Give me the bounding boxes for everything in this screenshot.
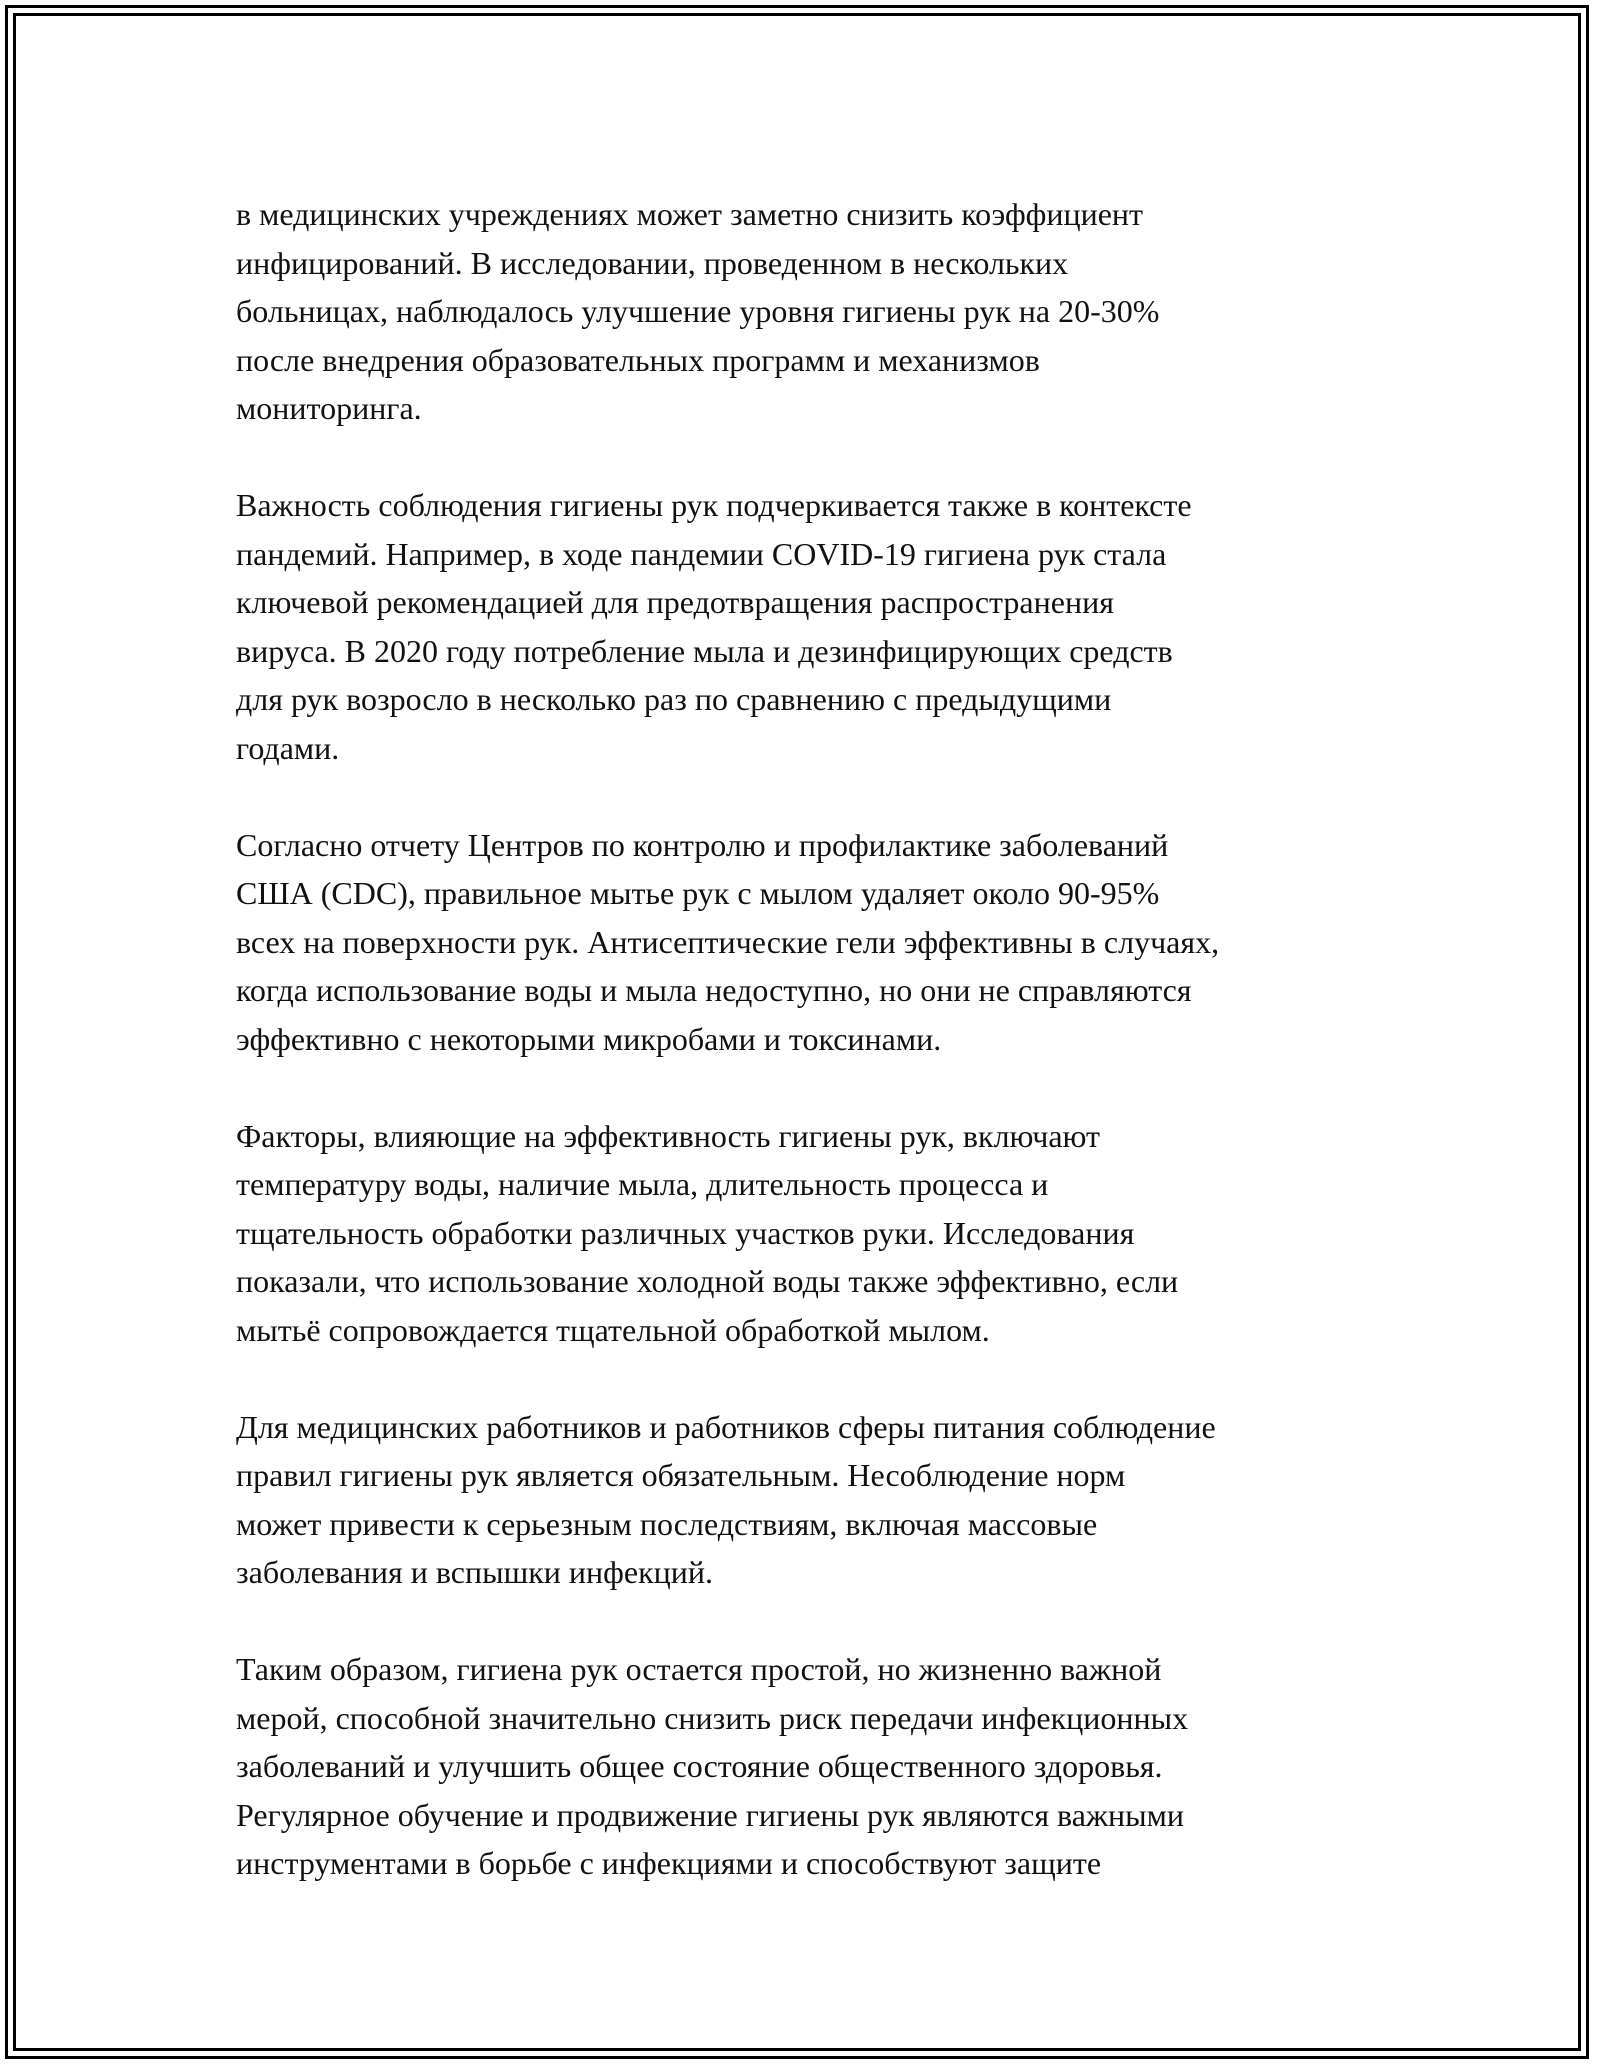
text-line: правил гигиены рук является обязательным. Несоблюдение норм [236, 1457, 1126, 1493]
text-line: Регулярное обучение и продвижение гигиены рук являются важными [236, 1796, 1185, 1833]
text-line: после внедрения образовательных программ и механизмов [236, 341, 1040, 378]
paragraph [236, 1112, 1396, 1355]
text-line: Для медицинских работников и работников сферы питания соблюдение [236, 1408, 1216, 1445]
text-line: для рук возросло в несколько раз по сравнению с предыдущими [236, 681, 1112, 717]
text-line: мерой, способной значительно снизить риск передачи инфекционных [236, 1699, 1189, 1736]
text-line: пандемий. Например, в ходе пандемии COVID-19 гигиена рук стала [236, 535, 1167, 572]
document-body [236, 190, 1396, 1888]
text-line: может привести к серьезным последствиям, включая массовые [236, 1505, 1098, 1542]
text-line: Таким образом, гигиена рук остается простой, но жизненно важной [236, 1651, 1162, 1687]
paragraph [236, 1645, 1396, 1888]
paragraph [236, 821, 1396, 1064]
text-line: вируса. В 2020 году потребление мыла и дезинфицирующих средств [236, 632, 1173, 669]
text-line: ключевой рекомендацией для предотвращения распространения [236, 584, 1114, 620]
text-line: больницах, наблюдалось улучшение уровня гигиены рук на 20-30% [236, 293, 1160, 329]
text-line: инструментами в борьбе с инфекциями и способствуют защите [236, 1845, 1102, 1881]
text-line: заболевания и вспышки инфекций. [236, 1554, 714, 1590]
text-line: США (CDC), правильное мытье рук с мылом удаляет около 90-95% [236, 875, 1160, 911]
text-line: Важность соблюдения гигиены рук подчеркивается также в контексте [236, 487, 1192, 523]
text-line: Согласно отчету Центров по контролю и профилактике заболеваний [236, 826, 1169, 863]
paragraph [236, 190, 1396, 433]
text-line: Факторы, влияющие на эффективность гигиены рук, включают [236, 1117, 1100, 1154]
paragraph [236, 481, 1396, 772]
text-line: тщательность обработки различных участков руки. Исследования [236, 1214, 1135, 1251]
text-line: мытьё сопровождается тщательной обработкой мылом. [236, 1311, 990, 1348]
text-line: показали, что использование холодной воды также эффективно, если [236, 1263, 1179, 1299]
text-line: заболеваний и улучшить общее состояние общественного здоровья. [236, 1748, 1163, 1784]
text-line: в медицинских учреждениях может заметно снизить коэффициент [236, 196, 1144, 232]
text-line: инфицирований. В исследовании, проведенном в нескольких [236, 244, 1069, 281]
text-line: мониторинга. [236, 390, 422, 426]
text-line: всех на поверхности рук. Антисептические гели эффективны в случаях, [236, 923, 1220, 960]
paragraph [236, 1403, 1396, 1597]
text-line: когда использование воды и мыла недоступно, но они не справляются [236, 972, 1192, 1008]
text-line: температуру воды, наличие мыла, длительность процесса и [236, 1166, 1049, 1202]
text-line: годами. [236, 729, 340, 766]
text-line: эффективно с некоторыми микробами и токсинами. [236, 1020, 942, 1057]
